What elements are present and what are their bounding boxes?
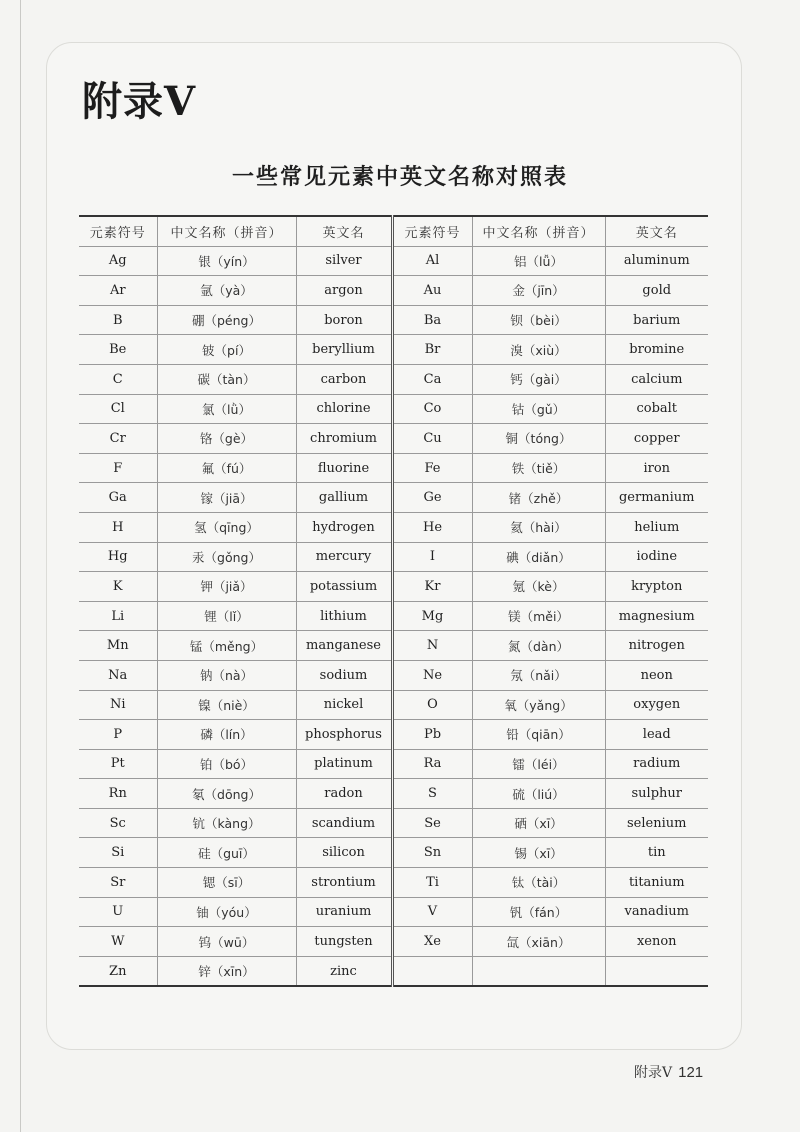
element-english-name: bromine xyxy=(605,335,708,365)
table-row xyxy=(79,483,708,513)
table-row xyxy=(79,394,708,424)
element-chinese-name: 钠（nà） xyxy=(157,660,296,690)
element-chinese-name: 硒（xī） xyxy=(472,808,605,838)
element-symbol: Si xyxy=(79,838,157,868)
element-chinese-name: 钙（gài） xyxy=(472,364,605,394)
element-symbol: O xyxy=(392,690,472,720)
element-english-name: vanadium xyxy=(605,897,708,927)
table-row xyxy=(79,246,708,276)
element-english-name: hydrogen xyxy=(296,512,392,542)
element-chinese-name: 锡（xī） xyxy=(472,838,605,868)
element-chinese-name: 钾（jiǎ） xyxy=(157,572,296,602)
element-symbol: B xyxy=(79,305,157,335)
element-symbol: Se xyxy=(392,808,472,838)
element-chinese-name: 金（jīn） xyxy=(472,276,605,306)
element-symbol: Be xyxy=(79,335,157,365)
element-chinese-name: 铝（lǚ） xyxy=(472,246,605,276)
element-symbol: Rn xyxy=(79,779,157,809)
element-chinese-name: 铬（gè） xyxy=(157,424,296,454)
header-symbol: 元素符号 xyxy=(392,216,472,246)
element-english-name: gallium xyxy=(296,483,392,513)
element-english-name: uranium xyxy=(296,897,392,927)
element-chinese-name: 氡（dōng） xyxy=(157,779,296,809)
table-row xyxy=(79,897,708,927)
element-symbol: Zn xyxy=(79,956,157,986)
table-row xyxy=(79,364,708,394)
element-english-name: selenium xyxy=(605,808,708,838)
element-english-name: iodine xyxy=(605,542,708,572)
element-symbol: Ni xyxy=(79,690,157,720)
element-chinese-name: 磷（lín） xyxy=(157,720,296,750)
table-row xyxy=(79,660,708,690)
element-symbol: Cl xyxy=(79,394,157,424)
element-english-name: silicon xyxy=(296,838,392,868)
element-english-name: tin xyxy=(605,838,708,868)
element-symbol: S xyxy=(392,779,472,809)
element-symbol: Al xyxy=(392,246,472,276)
element-chinese-name: 氦（hài） xyxy=(472,512,605,542)
element-symbol: Kr xyxy=(392,572,472,602)
element-symbol: Ga xyxy=(79,483,157,513)
table-row xyxy=(79,631,708,661)
header-chinese-name: 中文名称（拼音） xyxy=(472,216,605,246)
element-chinese-name: 氟（fú） xyxy=(157,453,296,483)
element-symbol: V xyxy=(392,897,472,927)
table-row xyxy=(79,601,708,631)
table-row xyxy=(79,542,708,572)
table-row xyxy=(79,749,708,779)
element-english-name: germanium xyxy=(605,483,708,513)
element-english-name: radon xyxy=(296,779,392,809)
element-chinese-name: 碘（diǎn） xyxy=(472,542,605,572)
element-chinese-name: 钡（bèi） xyxy=(472,305,605,335)
element-symbol: Ar xyxy=(79,276,157,306)
element-english-name: fluorine xyxy=(296,453,392,483)
element-chinese-name: 锌（xīn） xyxy=(157,956,296,986)
element-english-name: krypton xyxy=(605,572,708,602)
table-header-row xyxy=(79,216,708,246)
element-english-name: aluminum xyxy=(605,246,708,276)
element-chinese-name: 钴（gǔ） xyxy=(472,394,605,424)
appendix-title: 附录V xyxy=(82,78,197,125)
element-english-name: argon xyxy=(296,276,392,306)
element-chinese-name: 氪（kè） xyxy=(472,572,605,602)
table-row xyxy=(79,453,708,483)
element-english-name: boron xyxy=(296,305,392,335)
table-row xyxy=(79,868,708,898)
table-row xyxy=(79,956,708,986)
element-chinese-name: 氩（yà） xyxy=(157,276,296,306)
header-english-name: 英文名 xyxy=(605,216,708,246)
element-chinese-name: 钨（wū） xyxy=(157,927,296,957)
element-symbol: C xyxy=(79,364,157,394)
element-english-name: barium xyxy=(605,305,708,335)
table-row xyxy=(79,838,708,868)
element-english-name: manganese xyxy=(296,631,392,661)
element-symbol: Sn xyxy=(392,838,472,868)
element-english-name: radium xyxy=(605,749,708,779)
element-chinese-name: 铜（tóng） xyxy=(472,424,605,454)
table-row xyxy=(79,779,708,809)
element-symbol: W xyxy=(79,927,157,957)
element-symbol: Hg xyxy=(79,542,157,572)
element-symbol: P xyxy=(79,720,157,750)
element-symbol: Pt xyxy=(79,749,157,779)
element-english-name: nitrogen xyxy=(605,631,708,661)
element-chinese-name: 锰（měng） xyxy=(157,631,296,661)
page-number: 121 xyxy=(678,1064,704,1081)
element-chinese-name: 碳（tàn） xyxy=(157,364,296,394)
element-symbol: Pb xyxy=(392,720,472,750)
element-english-name: lithium xyxy=(296,601,392,631)
table-body xyxy=(79,246,708,986)
element-english-name: magnesium xyxy=(605,601,708,631)
element-symbol: U xyxy=(79,897,157,927)
element-english-name: beryllium xyxy=(296,335,392,365)
element-symbol: Au xyxy=(392,276,472,306)
element-symbol xyxy=(392,956,472,986)
header-chinese-name: 中文名称（拼音） xyxy=(157,216,296,246)
element-symbol: I xyxy=(392,542,472,572)
header-symbol: 元素符号 xyxy=(79,216,157,246)
element-chinese-name: 锗（zhě） xyxy=(472,483,605,513)
element-english-name xyxy=(605,956,708,986)
footer-label: 附录V xyxy=(634,1065,673,1081)
element-english-name: calcium xyxy=(605,364,708,394)
table-row xyxy=(79,808,708,838)
table-row xyxy=(79,276,708,306)
element-english-name: gold xyxy=(605,276,708,306)
element-symbol: Ca xyxy=(392,364,472,394)
element-symbol: Mg xyxy=(392,601,472,631)
element-english-name: xenon xyxy=(605,927,708,957)
element-chinese-name: 氢（qīng） xyxy=(157,512,296,542)
element-english-name: helium xyxy=(605,512,708,542)
element-symbol: Na xyxy=(79,660,157,690)
element-english-name: copper xyxy=(605,424,708,454)
header-english-name: 英文名 xyxy=(296,216,392,246)
table-row xyxy=(79,572,708,602)
element-english-name: chlorine xyxy=(296,394,392,424)
element-name-table xyxy=(79,215,708,987)
element-english-name: titanium xyxy=(605,868,708,898)
element-english-name: sulphur xyxy=(605,779,708,809)
table-row xyxy=(79,512,708,542)
element-chinese-name: 汞（gǒng） xyxy=(157,542,296,572)
element-symbol: K xyxy=(79,572,157,602)
element-english-name: cobalt xyxy=(605,394,708,424)
element-chinese-name: 铁（tiě） xyxy=(472,453,605,483)
element-english-name: phosphorus xyxy=(296,720,392,750)
element-chinese-name: 氧（yǎng） xyxy=(472,690,605,720)
element-chinese-name: 铅（qiān） xyxy=(472,720,605,750)
element-english-name: sodium xyxy=(296,660,392,690)
page-footer xyxy=(634,1062,703,1082)
element-chinese-name: 氖（nǎi） xyxy=(472,660,605,690)
table-row xyxy=(79,305,708,335)
element-chinese-name: 铍（pí） xyxy=(157,335,296,365)
element-english-name: neon xyxy=(605,660,708,690)
element-chinese-name: 钪（kàng） xyxy=(157,808,296,838)
element-chinese-name: 氯（lǜ） xyxy=(157,394,296,424)
element-symbol: Ge xyxy=(392,483,472,513)
element-chinese-name: 溴（xiù） xyxy=(472,335,605,365)
element-symbol: Sr xyxy=(79,868,157,898)
element-english-name: carbon xyxy=(296,364,392,394)
element-chinese-name: 硅（guī） xyxy=(157,838,296,868)
element-chinese-name: 银（yín） xyxy=(157,246,296,276)
element-english-name: chromium xyxy=(296,424,392,454)
element-english-name: iron xyxy=(605,453,708,483)
element-symbol: Mn xyxy=(79,631,157,661)
element-chinese-name: 镭（léi） xyxy=(472,749,605,779)
element-english-name: zinc xyxy=(296,956,392,986)
element-symbol: Co xyxy=(392,394,472,424)
element-symbol: Cr xyxy=(79,424,157,454)
element-symbol: Ra xyxy=(392,749,472,779)
element-chinese-name: 钒（fán） xyxy=(472,897,605,927)
element-english-name: mercury xyxy=(296,542,392,572)
element-english-name: silver xyxy=(296,246,392,276)
element-english-name: strontium xyxy=(296,868,392,898)
element-chinese-name: 铂（bó） xyxy=(157,749,296,779)
element-symbol: F xyxy=(79,453,157,483)
element-english-name: lead xyxy=(605,720,708,750)
element-chinese-name: 氮（dàn） xyxy=(472,631,605,661)
element-chinese-name: 镁（měi） xyxy=(472,601,605,631)
element-chinese-name: 铀（yóu） xyxy=(157,897,296,927)
table-row xyxy=(79,690,708,720)
element-symbol: He xyxy=(392,512,472,542)
element-chinese-name: 镓（jiā） xyxy=(157,483,296,513)
element-english-name: tungsten xyxy=(296,927,392,957)
element-chinese-name: 氙（xiān） xyxy=(472,927,605,957)
element-symbol: Xe xyxy=(392,927,472,957)
element-symbol: Br xyxy=(392,335,472,365)
element-english-name: nickel xyxy=(296,690,392,720)
table-title: 一些常见元素中英文名称对照表 xyxy=(231,164,568,190)
element-chinese-name: 硫（liú） xyxy=(472,779,605,809)
table-row xyxy=(79,720,708,750)
element-chinese-name xyxy=(472,956,605,986)
element-english-name: platinum xyxy=(296,749,392,779)
element-english-name: scandium xyxy=(296,808,392,838)
element-symbol: Cu xyxy=(392,424,472,454)
element-chinese-name: 钛（tài） xyxy=(472,868,605,898)
element-chinese-name: 锶（sī） xyxy=(157,868,296,898)
element-symbol: Li xyxy=(79,601,157,631)
element-symbol: N xyxy=(392,631,472,661)
element-symbol: Ti xyxy=(392,868,472,898)
element-chinese-name: 硼（péng） xyxy=(157,305,296,335)
element-symbol: Ag xyxy=(79,246,157,276)
element-symbol: Sc xyxy=(79,808,157,838)
element-english-name: oxygen xyxy=(605,690,708,720)
table-row xyxy=(79,335,708,365)
element-symbol: Ne xyxy=(392,660,472,690)
element-symbol: H xyxy=(79,512,157,542)
table-row xyxy=(79,927,708,957)
element-symbol: Fe xyxy=(392,453,472,483)
element-symbol: Ba xyxy=(392,305,472,335)
element-chinese-name: 锂（lǐ） xyxy=(157,601,296,631)
table-row xyxy=(79,424,708,454)
element-chinese-name: 镍（niè） xyxy=(157,690,296,720)
element-english-name: potassium xyxy=(296,572,392,602)
